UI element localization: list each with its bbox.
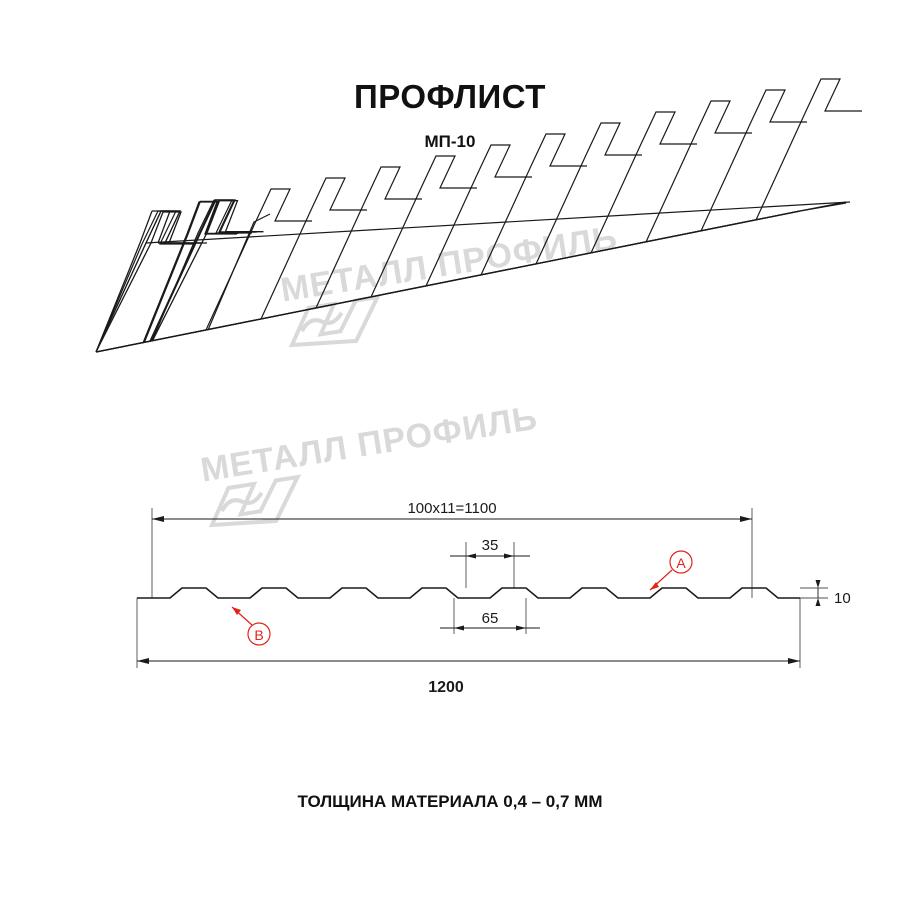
dim-label-rib-top: 35 <box>481 537 499 554</box>
dim-line-height <box>816 580 821 606</box>
material-thickness-note: ТОЛЩИНА МАТЕРИАЛА 0,4 – 0,7 ММ <box>297 792 603 811</box>
profile-sheet-3d <box>96 134 844 352</box>
product-model: МП-10 <box>424 132 476 151</box>
dim-label-working-width: 100x11=1100 <box>407 500 497 517</box>
watermark-logo-bottom <box>207 477 304 531</box>
callout-a-marker <box>650 551 692 590</box>
dim-label-rib-bottom: 65 <box>481 610 499 627</box>
page-title: ПРОФЛИСТ <box>354 78 546 115</box>
section-extension-lines <box>137 508 828 668</box>
callout-b-label: B <box>254 627 264 643</box>
sheet-3d-rib-array <box>96 79 862 352</box>
profile-section <box>137 588 800 598</box>
watermark-text-top: МЕТАЛЛ ПРОФИЛЬ <box>278 218 621 310</box>
dim-line-total-width <box>137 658 800 664</box>
watermark-logo-top <box>287 297 384 351</box>
dim-line-rib-top <box>450 554 530 559</box>
callout-b-marker <box>232 607 270 645</box>
watermark-text-bottom: МЕТАЛЛ ПРОФИЛЬ <box>198 398 541 490</box>
dim-label-height: 10 <box>834 590 851 607</box>
dim-label-total-width: 1200 <box>428 679 464 696</box>
callout-a-label: A <box>676 555 686 571</box>
